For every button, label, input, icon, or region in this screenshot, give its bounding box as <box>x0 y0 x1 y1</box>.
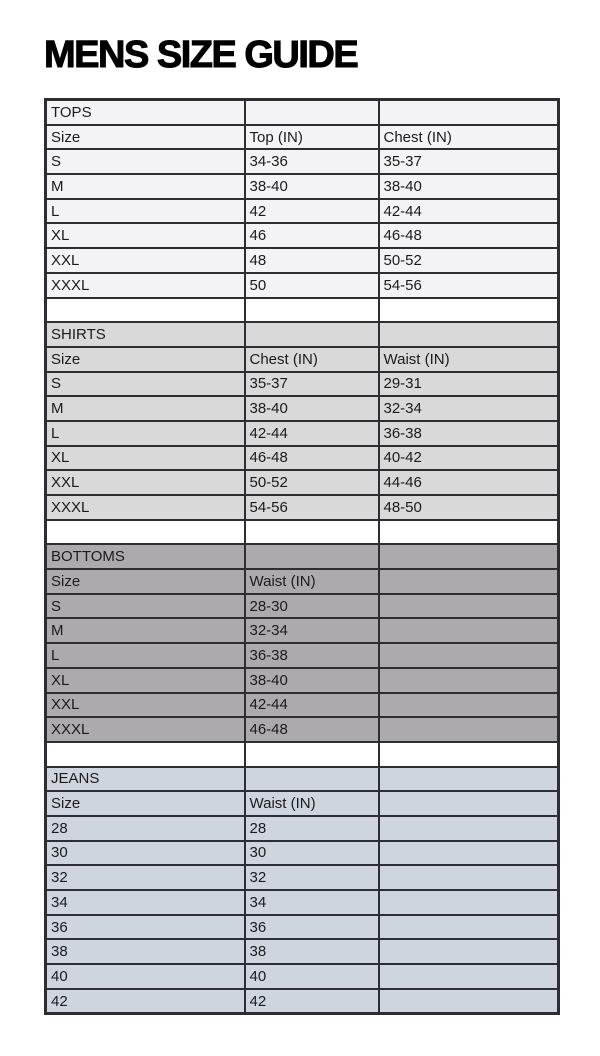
bottoms-data-row <box>46 668 559 693</box>
bottoms-section-title-cell: BOTTOMS <box>46 544 245 569</box>
tops-data-row <box>46 174 559 199</box>
tops-section-title-cell <box>379 100 559 125</box>
shirts-data-row <box>46 446 559 471</box>
shirts-data-row <box>46 372 559 397</box>
tops-section-title-cell: TOPS <box>46 100 245 125</box>
jeans-column-header-cell: Size <box>46 791 245 816</box>
jeans-data-cell: 28 <box>46 816 245 841</box>
tops-data-cell: 42 <box>245 199 379 224</box>
jeans-data-cell: 40 <box>245 964 379 989</box>
tops-data-cell: L <box>46 199 245 224</box>
jeans-data-cell: 32 <box>245 865 379 890</box>
shirts-data-cell: M <box>46 396 245 421</box>
shirts-data-cell: 29-31 <box>379 372 559 397</box>
tops-column-header-row <box>46 125 559 150</box>
jeans-column-header-cell <box>379 791 559 816</box>
jeans-data-cell: 30 <box>46 841 245 866</box>
jeans-data-cell: 36 <box>245 915 379 940</box>
tops-data-row <box>46 149 559 174</box>
bottoms-data-cell: 46-48 <box>245 717 379 742</box>
bottoms-section-title-cell <box>379 544 559 569</box>
shirts-data-cell: S <box>46 372 245 397</box>
jeans-data-row <box>46 915 559 940</box>
bottoms-data-cell: L <box>46 643 245 668</box>
shirts-column-header-cell: Chest (IN) <box>245 347 379 372</box>
spacer-cell <box>46 520 245 545</box>
size-guide-table-body <box>46 100 559 1014</box>
tops-data-cell: 48 <box>245 248 379 273</box>
bottoms-data-cell <box>379 618 559 643</box>
tops-column-header-cell: Chest (IN) <box>379 125 559 150</box>
bottoms-column-header-cell: Waist (IN) <box>245 569 379 594</box>
bottoms-data-row <box>46 643 559 668</box>
jeans-data-row <box>46 890 559 915</box>
shirts-column-header-row <box>46 347 559 372</box>
jeans-data-cell <box>379 915 559 940</box>
spacer-row <box>46 298 559 323</box>
bottoms-column-header-cell: Size <box>46 569 245 594</box>
bottoms-data-cell: M <box>46 618 245 643</box>
jeans-data-cell: 28 <box>245 816 379 841</box>
spacer-cell <box>46 742 245 767</box>
tops-data-cell: 38-40 <box>245 174 379 199</box>
shirts-data-cell: 40-42 <box>379 446 559 471</box>
jeans-data-cell: 34 <box>245 890 379 915</box>
jeans-data-row <box>46 964 559 989</box>
bottoms-data-cell <box>379 693 559 718</box>
tops-data-cell: 46-48 <box>379 223 559 248</box>
shirts-section-title-cell: SHIRTS <box>46 322 245 347</box>
bottoms-data-cell <box>379 717 559 742</box>
spacer-cell <box>379 742 559 767</box>
tops-data-cell: 34-36 <box>245 149 379 174</box>
shirts-section-title-cell <box>379 322 559 347</box>
bottoms-data-cell: XL <box>46 668 245 693</box>
bottoms-data-cell <box>379 668 559 693</box>
tops-data-cell: S <box>46 149 245 174</box>
spacer-cell <box>245 298 379 323</box>
bottoms-data-row <box>46 717 559 742</box>
shirts-column-header-cell: Waist (IN) <box>379 347 559 372</box>
jeans-data-row <box>46 816 559 841</box>
bottoms-column-header-row <box>46 569 559 594</box>
tops-data-cell: 50-52 <box>379 248 559 273</box>
jeans-data-cell: 42 <box>245 989 379 1014</box>
jeans-data-cell: 38 <box>245 939 379 964</box>
bottoms-data-cell: 36-38 <box>245 643 379 668</box>
jeans-data-cell <box>379 816 559 841</box>
jeans-data-cell: 40 <box>46 964 245 989</box>
jeans-data-cell <box>379 841 559 866</box>
shirts-data-cell: 42-44 <box>245 421 379 446</box>
bottoms-data-cell: XXL <box>46 693 245 718</box>
jeans-data-cell <box>379 939 559 964</box>
spacer-row <box>46 520 559 545</box>
bottoms-column-header-cell <box>379 569 559 594</box>
tops-column-header-cell: Size <box>46 125 245 150</box>
tops-data-cell: 35-37 <box>379 149 559 174</box>
jeans-data-cell: 34 <box>46 890 245 915</box>
jeans-data-cell: 38 <box>46 939 245 964</box>
jeans-data-cell: 36 <box>46 915 245 940</box>
shirts-data-cell: 44-46 <box>379 470 559 495</box>
jeans-data-cell: 32 <box>46 865 245 890</box>
shirts-data-cell: 36-38 <box>379 421 559 446</box>
shirts-data-cell: XXXL <box>46 495 245 520</box>
tops-data-cell: 54-56 <box>379 273 559 298</box>
bottoms-data-cell: XXXL <box>46 717 245 742</box>
shirts-data-row <box>46 396 559 421</box>
shirts-data-cell: XL <box>46 446 245 471</box>
shirts-data-cell: 35-37 <box>245 372 379 397</box>
bottoms-data-cell: 42-44 <box>245 693 379 718</box>
jeans-data-cell: 30 <box>245 841 379 866</box>
jeans-column-header-row <box>46 791 559 816</box>
spacer-cell <box>245 520 379 545</box>
shirts-data-cell: L <box>46 421 245 446</box>
jeans-data-cell <box>379 989 559 1014</box>
bottoms-data-cell: 32-34 <box>245 618 379 643</box>
tops-data-cell: M <box>46 174 245 199</box>
shirts-data-row <box>46 495 559 520</box>
jeans-data-cell <box>379 890 559 915</box>
shirts-data-cell: 54-56 <box>245 495 379 520</box>
bottoms-data-cell: 28-30 <box>245 594 379 619</box>
jeans-data-row <box>46 841 559 866</box>
shirts-data-row <box>46 421 559 446</box>
jeans-section-title-cell: JEANS <box>46 767 245 792</box>
bottoms-data-cell: 38-40 <box>245 668 379 693</box>
shirts-data-cell: 32-34 <box>379 396 559 421</box>
shirts-data-cell: 48-50 <box>379 495 559 520</box>
size-guide-table <box>44 98 560 1015</box>
jeans-data-row <box>46 939 559 964</box>
jeans-data-row <box>46 989 559 1014</box>
tops-data-row <box>46 273 559 298</box>
jeans-section-title-cell <box>245 767 379 792</box>
bottoms-data-cell: S <box>46 594 245 619</box>
spacer-cell <box>245 742 379 767</box>
tops-data-row <box>46 223 559 248</box>
shirts-section-title-row <box>46 322 559 347</box>
spacer-cell <box>46 298 245 323</box>
spacer-cell <box>379 298 559 323</box>
shirts-data-cell: 50-52 <box>245 470 379 495</box>
tops-data-cell: 50 <box>245 273 379 298</box>
bottoms-data-row <box>46 594 559 619</box>
spacer-cell <box>379 520 559 545</box>
tops-data-row <box>46 199 559 224</box>
tops-section-title-row <box>46 100 559 125</box>
jeans-data-row <box>46 865 559 890</box>
jeans-data-cell <box>379 964 559 989</box>
jeans-section-title-cell <box>379 767 559 792</box>
jeans-data-cell <box>379 865 559 890</box>
bottoms-data-row <box>46 693 559 718</box>
bottoms-data-cell <box>379 594 559 619</box>
jeans-section-title-row <box>46 767 559 792</box>
tops-data-cell: XL <box>46 223 245 248</box>
bottoms-section-title-cell <box>245 544 379 569</box>
tops-column-header-cell: Top (IN) <box>245 125 379 150</box>
bottoms-data-cell <box>379 643 559 668</box>
shirts-section-title-cell <box>245 322 379 347</box>
jeans-data-cell: 42 <box>46 989 245 1014</box>
tops-data-cell: 46 <box>245 223 379 248</box>
shirts-column-header-cell: Size <box>46 347 245 372</box>
tops-data-cell: 38-40 <box>379 174 559 199</box>
tops-section-title-cell <box>245 100 379 125</box>
page-title: MENS SIZE GUIDE <box>44 34 358 76</box>
jeans-column-header-cell: Waist (IN) <box>245 791 379 816</box>
bottoms-section-title-row <box>46 544 559 569</box>
tops-data-row <box>46 248 559 273</box>
shirts-data-row <box>46 470 559 495</box>
shirts-data-cell: 46-48 <box>245 446 379 471</box>
tops-data-cell: XXL <box>46 248 245 273</box>
shirts-data-cell: XXL <box>46 470 245 495</box>
shirts-data-cell: 38-40 <box>245 396 379 421</box>
spacer-row <box>46 742 559 767</box>
bottoms-data-row <box>46 618 559 643</box>
tops-data-cell: XXXL <box>46 273 245 298</box>
tops-data-cell: 42-44 <box>379 199 559 224</box>
